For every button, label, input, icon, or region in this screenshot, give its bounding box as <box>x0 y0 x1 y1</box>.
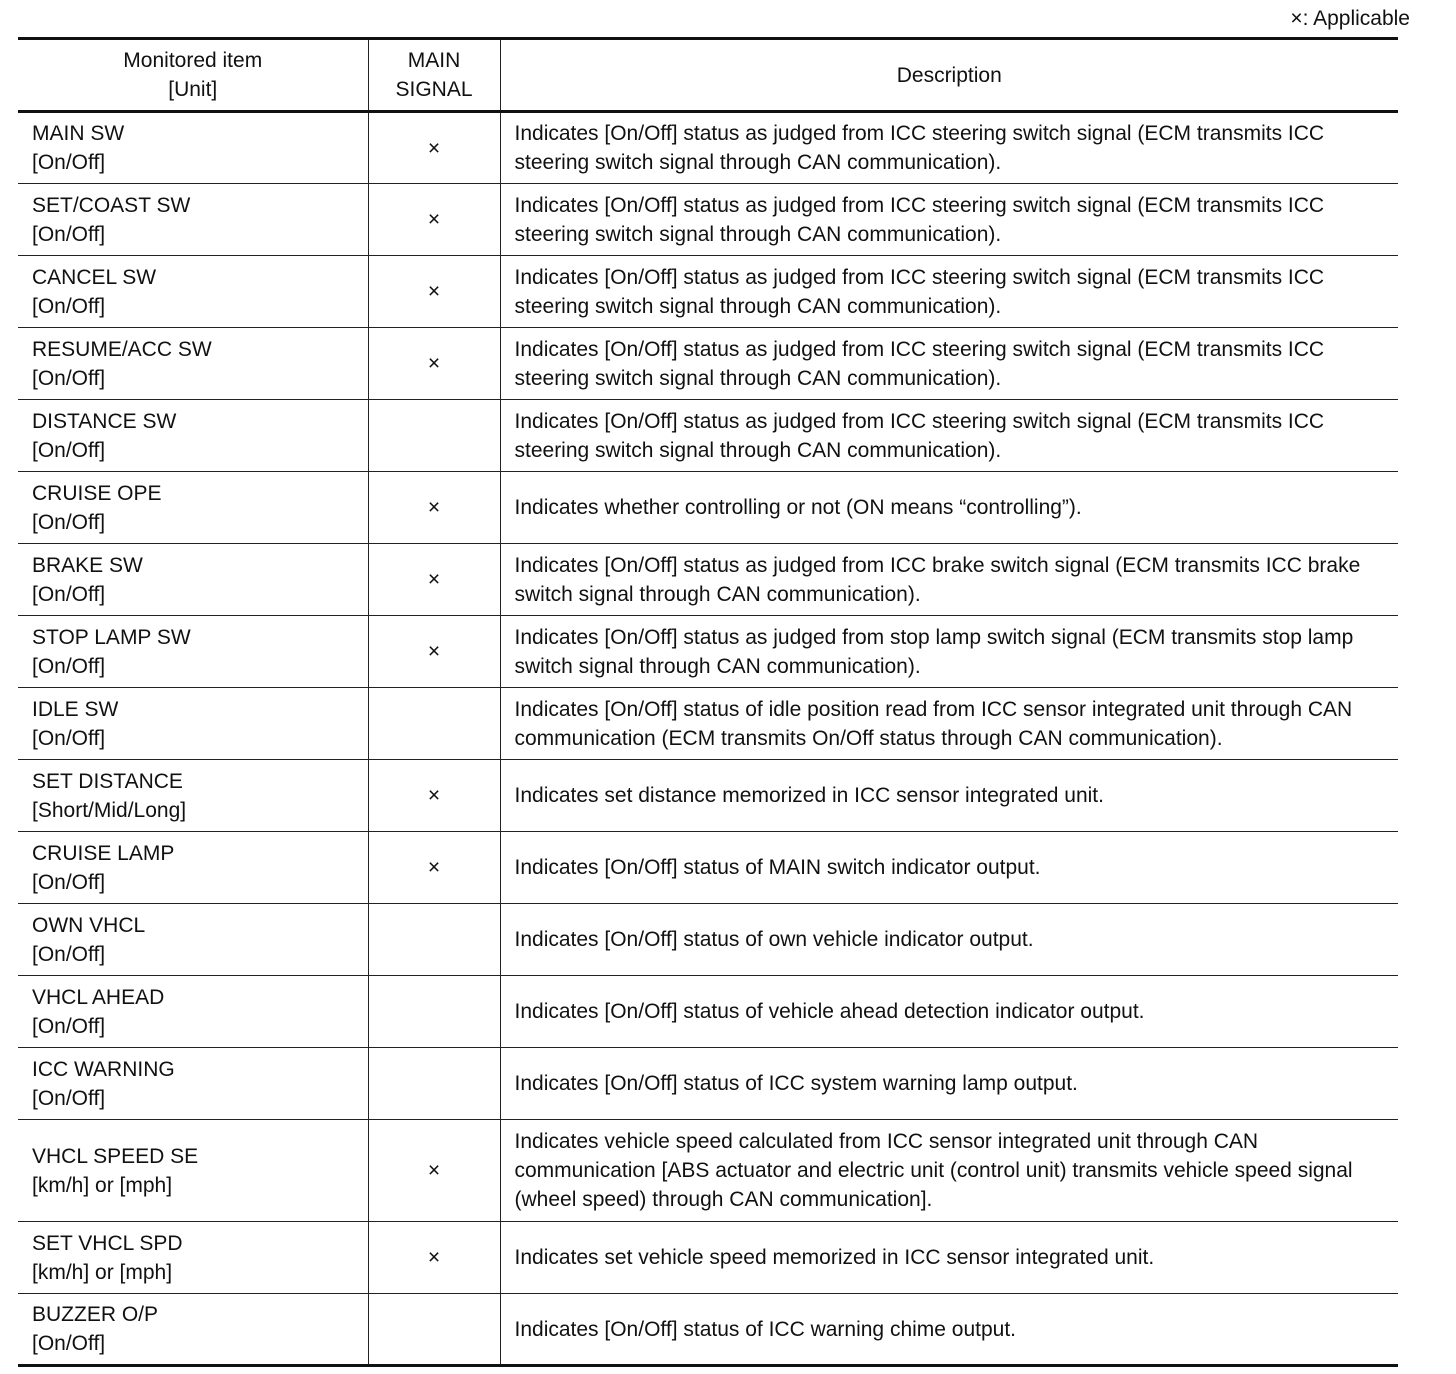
monitored-item-cell <box>18 1222 368 1294</box>
table-row <box>18 256 1398 328</box>
main-signal-mark: × <box>368 616 500 688</box>
item-name: BUZZER O/P <box>32 1303 159 1326</box>
monitored-item-cell <box>18 832 368 904</box>
description-cell: Indicates [On/Off] status of ICC system warning lamp output. <box>500 1048 1398 1120</box>
item-unit: [On/Off] <box>32 582 106 606</box>
main-signal-mark <box>368 904 500 976</box>
item-unit: [km/h] or [mph] <box>32 1260 173 1284</box>
description-cell: Indicates vehicle speed calculated from ICC sensor integrated unit through CAN communication [ABS actuator and electric unit (control unit) transmits vehicle speed signal (wheel speed) through CAN communication]. <box>500 1120 1398 1222</box>
header-item-line-1: Monitored item <box>123 49 263 72</box>
header-item-line-2: [Unit] <box>168 78 218 101</box>
monitored-item-cell <box>18 688 368 760</box>
monitored-item-cell <box>18 184 368 256</box>
description-cell: Indicates [On/Off] status of own vehicle indicator output. <box>500 904 1398 976</box>
monitor-item-table <box>18 37 1398 1367</box>
description-cell: Indicates [On/Off] status as judged from ICC brake switch signal (ECM transmits ICC brake switch signal through CAN communication). <box>500 544 1398 616</box>
table-row <box>18 112 1398 184</box>
item-unit: [On/Off] <box>32 654 106 678</box>
monitored-item-cell <box>18 1120 368 1222</box>
monitored-item-cell <box>18 400 368 472</box>
description-cell: Indicates [On/Off] status as judged from ICC steering switch signal (ECM transmits ICC steering switch signal through CAN communication). <box>500 328 1398 400</box>
description-cell: Indicates whether controlling or not (ON means “controlling”). <box>500 472 1398 544</box>
description-cell: Indicates set distance memorized in ICC sensor integrated unit. <box>500 760 1398 832</box>
description-cell: Indicates [On/Off] status as judged from ICC steering switch signal (ECM transmits ICC steering switch signal through CAN communication). <box>500 112 1398 184</box>
monitored-item-cell <box>18 616 368 688</box>
main-signal-mark <box>368 688 500 760</box>
table-row <box>18 184 1398 256</box>
main-signal-mark <box>368 1048 500 1120</box>
item-unit: [On/Off] <box>32 366 106 390</box>
main-signal-mark: × <box>368 256 500 328</box>
table-row <box>18 1120 1398 1222</box>
main-signal-mark: × <box>368 472 500 544</box>
table-row <box>18 328 1398 400</box>
monitored-item-cell <box>18 256 368 328</box>
table-header-row <box>18 39 1398 112</box>
table-row <box>18 544 1398 616</box>
monitored-item-cell <box>18 1048 368 1120</box>
header-signal-line-1: MAIN <box>407 49 461 72</box>
description-cell: Indicates set vehicle speed memorized in ICC sensor integrated unit. <box>500 1222 1398 1294</box>
description-cell: Indicates [On/Off] status as judged from ICC steering switch signal (ECM transmits ICC steering switch signal through CAN communication). <box>500 256 1398 328</box>
item-unit: [On/Off] <box>32 438 106 462</box>
item-unit: [On/Off] <box>32 726 106 750</box>
table-row <box>18 688 1398 760</box>
item-unit: [On/Off] <box>32 222 106 246</box>
main-signal-mark <box>368 976 500 1048</box>
monitored-item-cell <box>18 472 368 544</box>
item-name: CRUISE LAMP <box>32 841 175 865</box>
item-unit: [On/Off] <box>32 870 106 894</box>
item-unit: [Short/Mid/Long] <box>32 798 187 822</box>
item-name: RESUME/ACC SW <box>32 337 212 361</box>
item-unit: [km/h] or [mph] <box>32 1173 173 1197</box>
item-unit: [On/Off] <box>32 151 106 174</box>
applicable-legend: ×: Applicable <box>1290 7 1410 30</box>
table-row <box>18 760 1398 832</box>
item-name: SET DISTANCE <box>32 769 183 793</box>
table-row <box>18 904 1398 976</box>
monitored-item-cell <box>18 328 368 400</box>
item-name: BRAKE SW <box>32 553 143 577</box>
item-name: MAIN SW <box>32 122 125 145</box>
header-description: Description <box>500 39 1398 112</box>
description-cell: Indicates [On/Off] status of ICC warning chime output. <box>500 1294 1398 1366</box>
main-signal-mark: × <box>368 544 500 616</box>
table-row <box>18 616 1398 688</box>
header-monitored-item <box>18 39 368 112</box>
item-name: VHCL AHEAD <box>32 985 165 1009</box>
main-signal-mark <box>368 1294 500 1366</box>
table-row <box>18 400 1398 472</box>
item-name: CANCEL SW <box>32 265 157 289</box>
item-name: STOP LAMP SW <box>32 625 191 649</box>
main-signal-mark: × <box>368 184 500 256</box>
description-cell: Indicates [On/Off] status as judged from ICC steering switch signal (ECM transmits ICC steering switch signal through CAN communication). <box>500 184 1398 256</box>
header-signal-line-2: SIGNAL <box>395 78 473 101</box>
table-row <box>18 976 1398 1048</box>
monitored-item-cell <box>18 544 368 616</box>
table-row <box>18 1048 1398 1120</box>
description-cell: Indicates [On/Off] status of idle position read from ICC sensor integrated unit through CAN communication (ECM transmits On/Off status through CAN communication). <box>500 688 1398 760</box>
item-name: CRUISE OPE <box>32 481 162 505</box>
item-name: OWN VHCL <box>32 913 146 937</box>
monitored-item-cell <box>18 760 368 832</box>
monitored-item-cell <box>18 1294 368 1366</box>
table-row <box>18 832 1398 904</box>
item-unit: [On/Off] <box>32 1014 106 1038</box>
description-cell: Indicates [On/Off] status as judged from stop lamp switch signal (ECM transmits stop lamp switch signal through CAN communication). <box>500 616 1398 688</box>
main-signal-mark <box>368 400 500 472</box>
main-signal-mark: × <box>368 832 500 904</box>
item-name: IDLE SW <box>32 697 119 721</box>
item-unit: [On/Off] <box>32 1086 106 1110</box>
table-row <box>18 1222 1398 1294</box>
monitored-item-cell <box>18 904 368 976</box>
item-unit: [On/Off] <box>32 942 106 966</box>
item-unit: [On/Off] <box>32 1332 106 1355</box>
item-name: SET/COAST SW <box>32 193 191 217</box>
description-cell: Indicates [On/Off] status as judged from ICC steering switch signal (ECM transmits ICC steering switch signal through CAN communication). <box>500 400 1398 472</box>
item-unit: [On/Off] <box>32 510 106 534</box>
table-row <box>18 1294 1398 1366</box>
monitored-item-cell <box>18 976 368 1048</box>
description-cell: Indicates [On/Off] status of vehicle ahead detection indicator output. <box>500 976 1398 1048</box>
item-unit: [On/Off] <box>32 294 106 318</box>
item-name: ICC WARNING <box>32 1057 175 1081</box>
header-main-signal <box>368 39 500 112</box>
item-name: VHCL SPEED SE <box>32 1144 199 1168</box>
main-signal-mark: × <box>368 1120 500 1222</box>
main-signal-mark: × <box>368 760 500 832</box>
main-signal-mark: × <box>368 112 500 184</box>
main-signal-mark: × <box>368 328 500 400</box>
table-row <box>18 472 1398 544</box>
monitored-item-cell <box>18 112 368 184</box>
item-name: DISTANCE SW <box>32 409 177 433</box>
description-cell: Indicates [On/Off] status of MAIN switch indicator output. <box>500 832 1398 904</box>
main-signal-mark: × <box>368 1222 500 1294</box>
item-name: SET VHCL SPD <box>32 1231 183 1255</box>
